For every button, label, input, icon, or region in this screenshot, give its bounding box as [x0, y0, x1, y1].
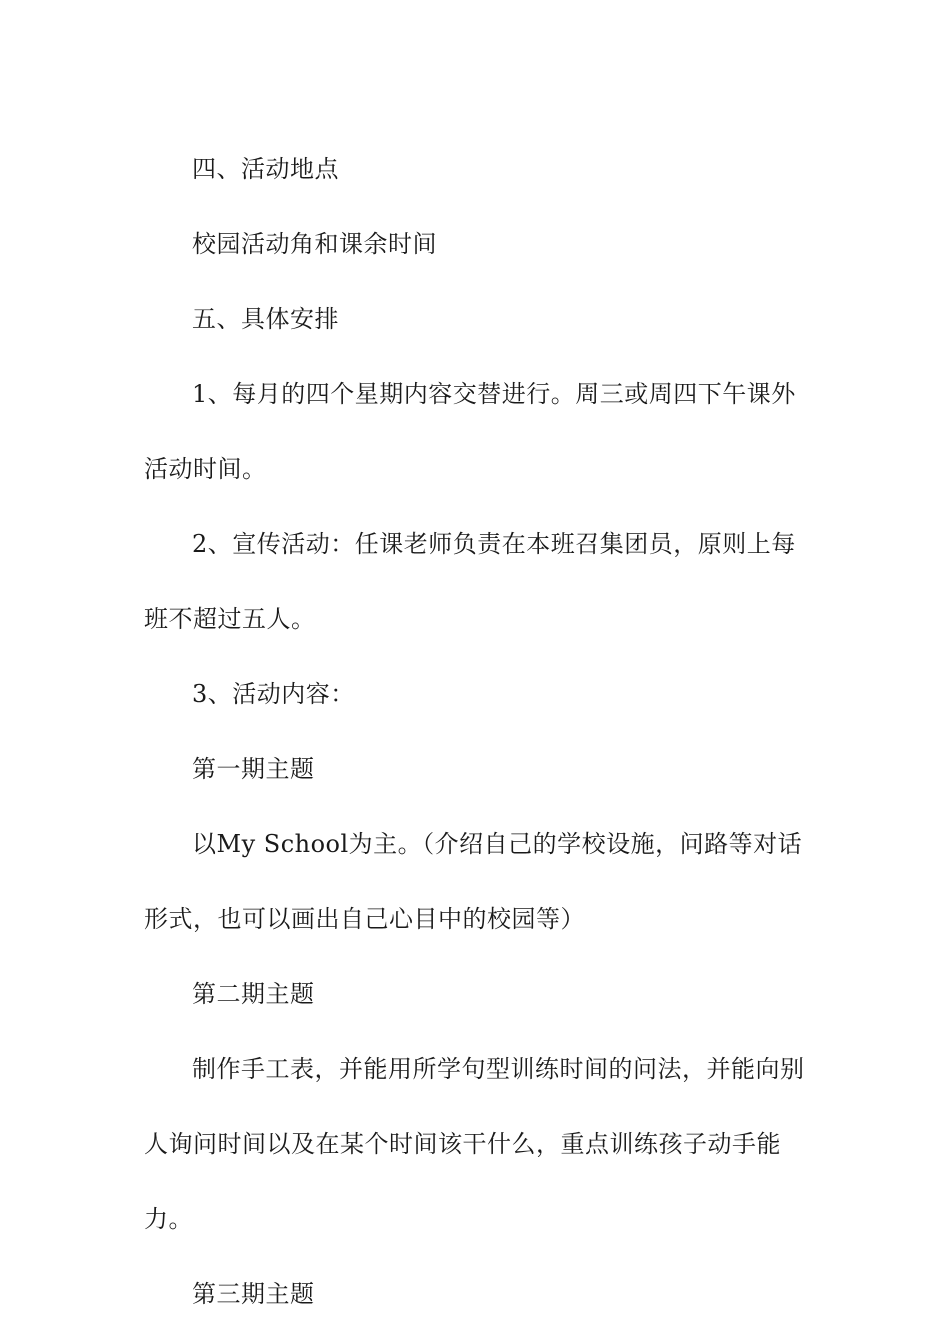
paragraph-item-3: 3、活动内容：	[192, 680, 355, 708]
theme-heading-3: 第三期主题	[192, 1280, 315, 1308]
theme-heading-2: 第二期主题	[192, 980, 315, 1008]
paragraph-item-2: 2、宣传活动：任课老师负责在本班召集团员，原则上每班不超过五人。	[144, 530, 796, 633]
paragraph-item-1: 1、每月的四个星期内容交替进行。周三或周四下午课外活动时间。	[144, 380, 796, 483]
section-heading-location: 四、活动地点	[192, 155, 339, 183]
theme-body-2: 制作手工表，并能用所学句型训练时间的问法，并能向别人询问时间以及在某个时间该干什么，重点训练孩子动手能力。	[144, 1055, 805, 1233]
theme-body-1: 以My School为主。（介绍自己的学校设施，问路等对话形式，也可以画出自己心目中的校园等）	[144, 830, 803, 933]
theme-heading-1: 第一期主题	[192, 755, 315, 783]
document-body	[144, 132, 808, 1332]
paragraph-location: 校园活动角和课余时间	[192, 230, 437, 258]
section-heading-arrangement: 五、具体安排	[192, 305, 339, 333]
